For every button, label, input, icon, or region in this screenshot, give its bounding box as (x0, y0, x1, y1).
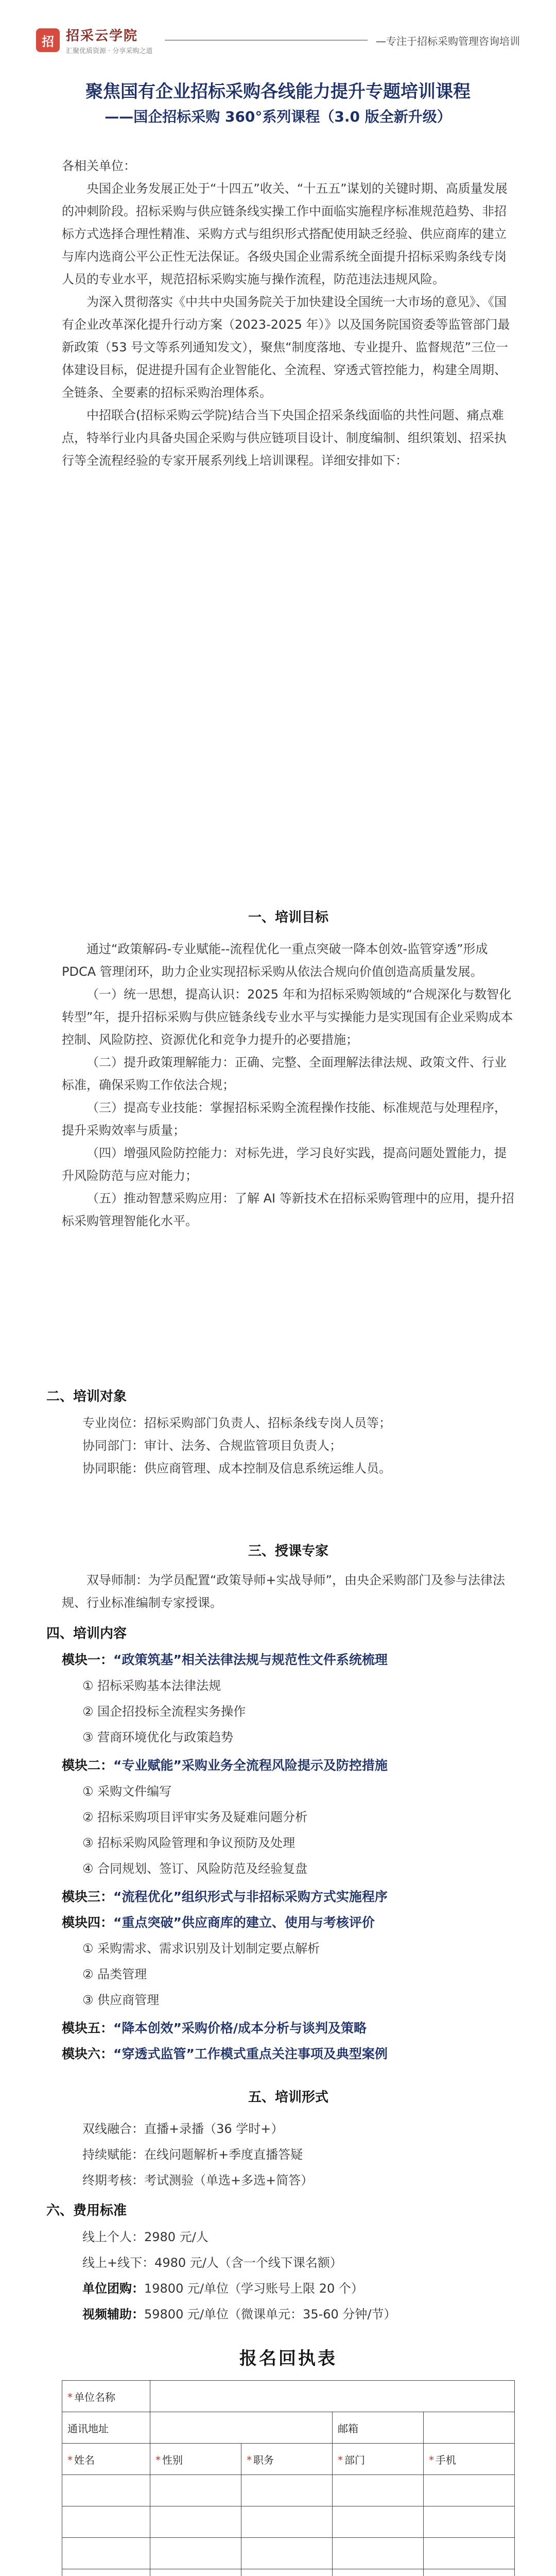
page-subtitle: ——国企招标采购 360°系列课程（3.0 版全新升级） (105, 108, 451, 125)
intro-paragraph-3: 中招联合(招标采购云学院)结合当下央国企招采条线面临的共性问题、痛点难点，特举行业内具备央国企采购与供应链项目设计、制度编制、组织策划、招采执行等全流程经验的专家开展系列线上培训课程。详细安排如下： (62, 408, 507, 468)
format-2: 持续赋能：在线问题解析+季度直播答疑 (82, 2147, 303, 2162)
module-4-item-3: ③ 供应商管理 (82, 1993, 160, 2007)
module-2-item-4: ④ 合同规划、签订、风险防范及经验复盘 (82, 1861, 308, 1876)
col-position: * 部门 (332, 2444, 423, 2475)
module-1-item-3: ③ 营商环境优化与政策趋势 (82, 1730, 234, 1744)
module-3: 模块三：“流程优化”组织形式与非招标采购方式实施程序 (62, 1889, 388, 1904)
goal-3: （三）提高专业技能：掌握招标采购全流程操作技能、标准规范与处理程序，提升采购效率与质量； (62, 1100, 507, 1138)
logo-slogan: 汇聚优质资源 · 分享采购之道 (66, 47, 153, 55)
module-1-item-1: ① 招标采购基本法律法规 (82, 1679, 221, 1693)
email-field[interactable] (423, 2412, 514, 2444)
section-goals-heading: 一、培训目标 (248, 910, 328, 925)
attendee-row[interactable] (62, 2506, 150, 2538)
brand-logo (36, 25, 152, 55)
logo-name: 招采云学院 (66, 28, 138, 44)
section-content-heading: 四、培训内容 (46, 1626, 127, 1641)
unit-name-field[interactable] (150, 2381, 515, 2412)
registration-form (62, 2380, 515, 2576)
audience-3: 协同职能：供应商管理、成本控制及信息系统运维人员。 (82, 1461, 391, 1476)
attendee-row[interactable] (62, 2569, 150, 2576)
header (36, 21, 520, 60)
module-5: 模块五：“降本创效”采购价格/成本分析与谈判及策略 (62, 2021, 367, 2036)
module-1-item-2: ② 国企招投标全流程实务操作 (82, 1704, 246, 1719)
goals (62, 938, 515, 1232)
goal-1: （一）统一思想，提高认识：2025 年和为招标采购领域的“合规深化与数智化转型”年，提升招标采购与供应链条线专业水平与实操能力是实现国有企业采购成本控制、风险防控、资源优化和竞争力提升的必要措施； (62, 987, 513, 1047)
intro-paragraph-2: 为深入贯彻落实《中共中央国务院关于加快建设全国统一大市场的意见》、《国有企业改革深化提升行动方案（2023-2025 年）》以及国务院国资委等监管部门最新政策（53 号文等系列通知发文），聚焦“制度落地、专业提升、监督规范”三位一体建设目标，促进提升国有企业智能化、全流程、穿透式管控能力，构建全周期、全链条、全要素的招标采购治理体系。 (62, 295, 510, 400)
goal-5: （五）推动智慧采购应用：了解 AI 等新技术在招标采购管理中的应用，提升招标采购管理智能化水平。 (62, 1191, 514, 1228)
fee-1: 线上个人：2980 元/人 (82, 2230, 208, 2244)
greeting: 各相关单位： (62, 159, 136, 173)
address-field[interactable] (150, 2412, 333, 2444)
module-4-item-1: ① 采购需求、需求识别及计划制定要点解析 (82, 1941, 320, 1956)
goal-4: （四）增强风险防控能力：对标先进，学习良好实践，提高问题处置能力，提升风险防范与应对能力； (62, 1146, 507, 1183)
module-4: 模块四：“重点突破”供应商库的建立、使用与考核评价 (62, 1915, 375, 1930)
audience-2: 协同部门：审计、法务、合规监管项目负责人； (82, 1438, 342, 1453)
module-2-item-2: ② 招标采购项目评审实务及疑难问题分析 (82, 1810, 308, 1824)
fee-2: 线上+线下：4980 元/人（含一个线下课名额） (82, 2256, 342, 2270)
audience (82, 1412, 515, 1480)
experts-text: 双导师制：为学员配置“政策导师+实战导师”，由央企采购部门及参与法律法规、行业标准编制专家授课。 (62, 1573, 505, 1610)
module-2-item-1: ① 采购文件编写 (82, 1784, 172, 1799)
audience-1: 专业岗位：招标采购部门负责人、招标条线专岗人员等； (82, 1416, 391, 1430)
unit-name-label: * 单位名称 (62, 2381, 150, 2412)
col-gender: * 性别 (150, 2444, 241, 2475)
logo-mark: 招 (36, 28, 60, 52)
module-2: 模块二：“专业赋能”采购业务全流程风险提示及防控措施 (62, 1758, 388, 1773)
fee-3: 单位团购：19800 元/单位（学习账号上限 20 个） (82, 2281, 363, 2296)
header-divider (165, 40, 368, 41)
goals-lead: 通过“政策解码-专业赋能--流程优化一重点突破一降本创效-监管穿透”形成 PDCA 管理闭环，助力企业实现招标采购从依法合规向价值创造高质量发展。 (62, 942, 488, 979)
col-name: * 姓名 (62, 2444, 150, 2475)
page-title: 聚焦国有企业招标采购各线能力提升专题培训课程 (85, 81, 471, 102)
experts (62, 1569, 515, 1614)
section-experts-heading: 三、授课专家 (248, 1544, 328, 1559)
module-2-item-3: ③ 招标采购风险管理和争议预防及处理 (82, 1836, 296, 1850)
form-title: 报名回执表 (239, 2348, 337, 2369)
email-label: 邮箱 (332, 2412, 423, 2444)
format-1: 双线融合：直播+录播（36 学时+） (82, 2122, 284, 2136)
attendee-row[interactable] (62, 2538, 150, 2569)
address-label: 通讯地址 (62, 2412, 150, 2444)
fee-4: 视频辅助：59800 元/单位（微课单元：35-60 分钟/节） (82, 2307, 396, 2321)
intro (62, 155, 515, 472)
col-dept: * 职务 (241, 2444, 332, 2475)
attendee-row[interactable] (62, 2475, 150, 2506)
header-tagline: —专注于招标采购管理咨询培训 (376, 35, 520, 47)
section-audience-heading: 二、培训对象 (46, 1389, 127, 1404)
section-format-heading: 五、培训形式 (248, 2090, 328, 2105)
module-1: 模块一：“政策筑基”相关法律法规与规范性文件系统梳理 (62, 1652, 388, 1667)
format-3: 终期考核：考试测验（单选+多选+简答） (82, 2173, 314, 2188)
module-4-item-2: ② 品类管理 (82, 1967, 147, 1981)
goal-2: （二）提升政策理解能力：正确、完整、全面理解法律法规、政策文件、行业标准，确保采购工作依法合规； (62, 1055, 507, 1092)
module-6: 模块六：“穿透式监管”工作模式重点关注事项及典型案例 (62, 2046, 388, 2061)
intro-paragraph-1: 央国企业务发展正处于“十四五”收关、“十五五”谋划的关键时期、高质量发展的冲刺阶段。招标采购与供应链条线实操工作中面临实施程序标准规范趋势、非招标方式选择合理性精准、采购方式与组织形式搭配使用缺乏经验、供应商库的建立与库内选商公平公正性无法保证。各级央国企业需系统全面提升招标采购条线专岗人员的专业水平，规范招标采购实施与操作流程，防范违法违规风险。 (62, 181, 508, 286)
section-fees-heading: 六、费用标准 (46, 2203, 127, 2218)
col-phone: * 手机 (423, 2444, 514, 2475)
